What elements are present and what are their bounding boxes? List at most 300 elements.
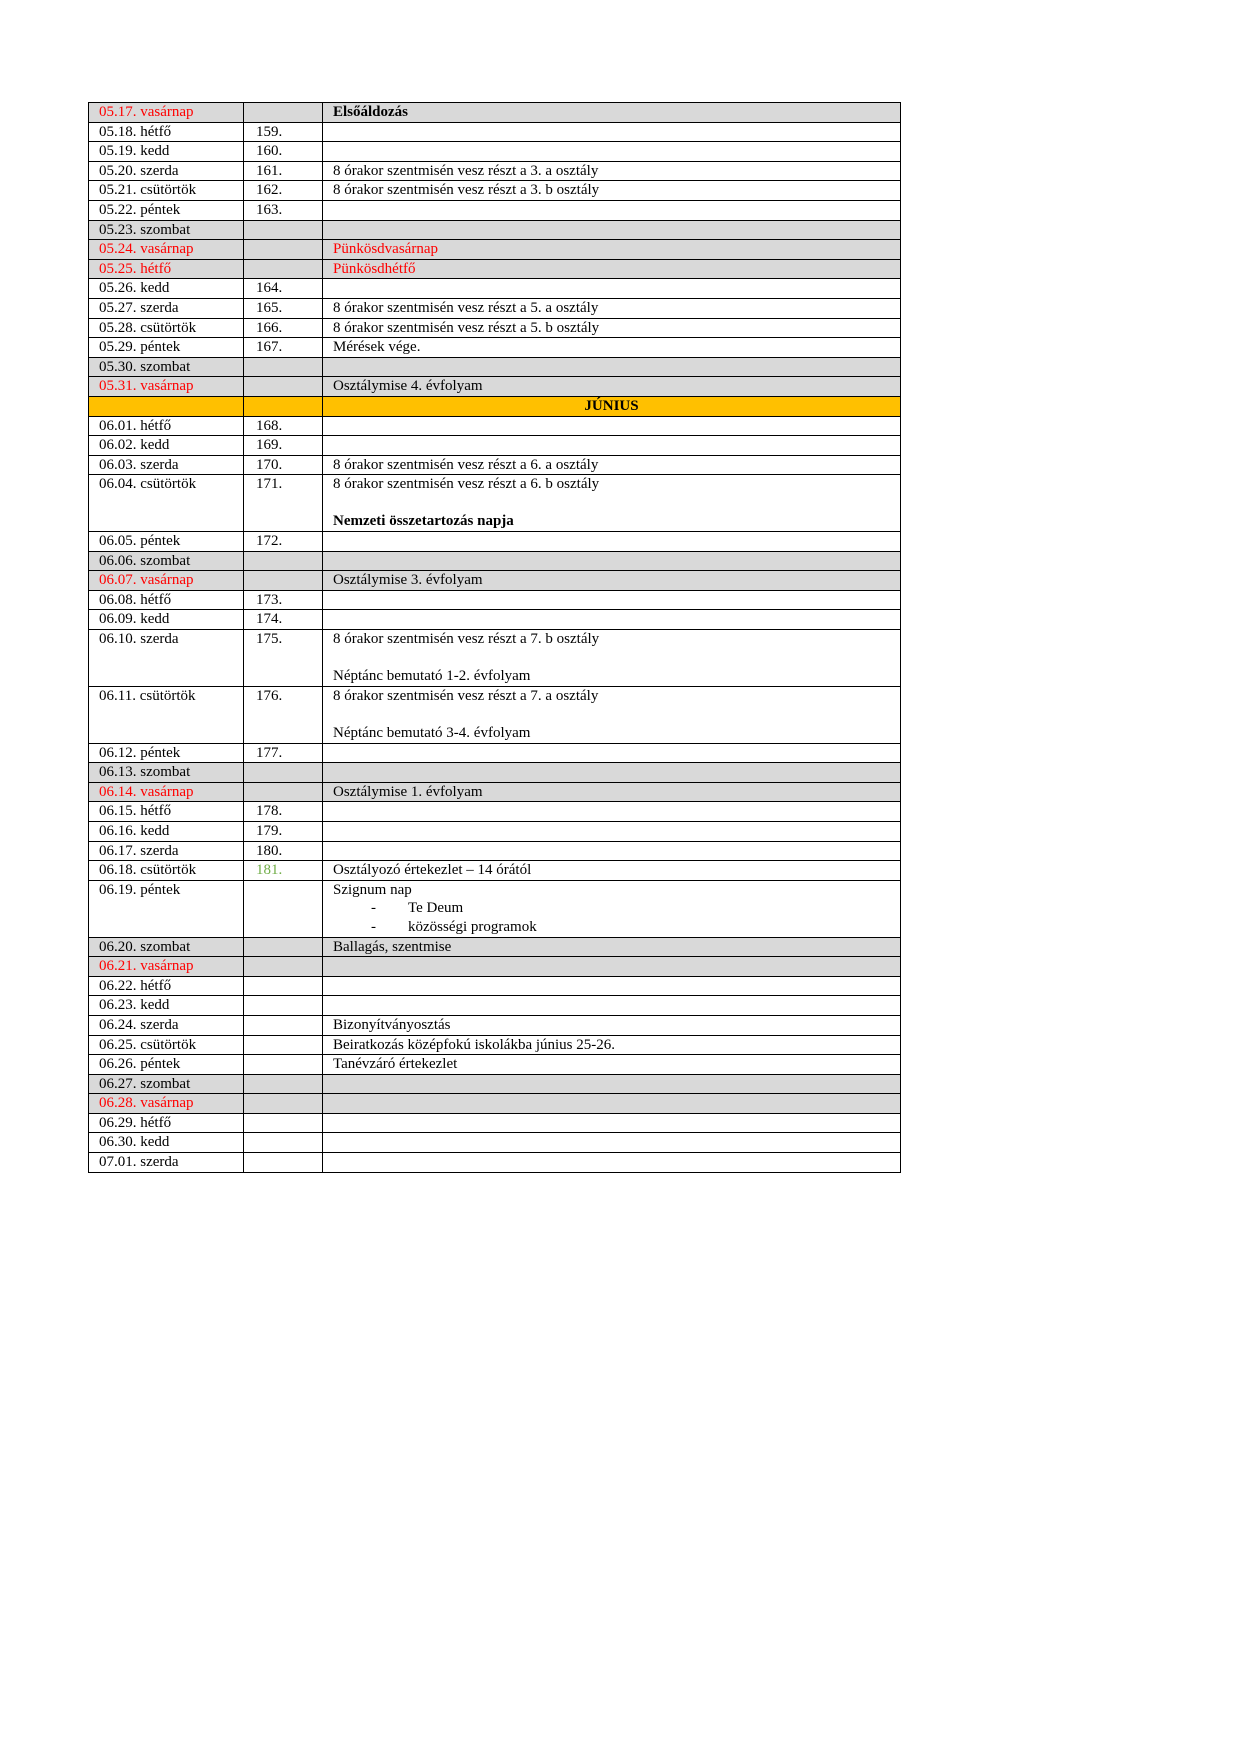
calendar-row — [89, 976, 901, 996]
date-value: 05.27. — [99, 299, 137, 316]
date-cell — [89, 1094, 244, 1114]
date-cell — [89, 220, 244, 240]
weekday-name: kedd — [140, 437, 170, 454]
event-line: 8 órakor szentmisén vesz részt a 3. a osztály — [333, 162, 599, 179]
date-value: 06.06. — [99, 552, 137, 569]
calendar-row — [89, 743, 901, 763]
calendar-row — [89, 1055, 901, 1075]
calendar-row — [89, 475, 901, 532]
calendar-row — [89, 763, 901, 783]
event-cell — [323, 610, 901, 630]
date-cell — [89, 338, 244, 358]
event-cell — [323, 782, 901, 802]
calendar-row — [89, 220, 901, 240]
school-day-number: 172. — [244, 532, 323, 552]
date-value: 06.28. — [99, 1095, 137, 1112]
event-cell — [323, 1113, 901, 1133]
event-line: 8 órakor szentmisén vesz részt a 5. b osztály — [333, 319, 600, 336]
date-value: 05.23. — [99, 221, 137, 238]
weekday-name: szerda — [140, 299, 179, 316]
event-line: Bizonyítványosztás — [333, 1016, 451, 1033]
school-day-number — [244, 880, 323, 937]
date-value: 05.17. — [99, 104, 137, 120]
school-day-number — [244, 976, 323, 996]
school-day-number: 169. — [244, 436, 323, 456]
weekday-name: hétfő — [140, 1114, 172, 1131]
calendar-row — [89, 1133, 901, 1153]
school-day-number: 180. — [244, 841, 323, 861]
weekday-name: szerda — [140, 1016, 179, 1033]
calendar-row — [89, 551, 901, 571]
event-cell — [323, 161, 901, 181]
event-cell — [323, 436, 901, 456]
weekday-name: kedd — [140, 997, 170, 1014]
date-value: 06.09. — [99, 611, 137, 628]
date-value: 05.25. — [99, 260, 137, 277]
date-cell — [89, 1133, 244, 1153]
calendar-row — [89, 122, 901, 142]
calendar-row — [89, 318, 901, 338]
event-cell — [323, 1074, 901, 1094]
date-cell — [89, 475, 244, 532]
bullet-text: közösségi programok — [408, 918, 537, 935]
calendar-row — [89, 937, 901, 957]
school-day-number — [244, 357, 323, 377]
weekday-name: szombat — [140, 552, 191, 569]
date-cell — [89, 396, 244, 416]
date-value: 06.16. — [99, 822, 137, 839]
weekday-name: szerda — [140, 842, 179, 859]
calendar-row — [89, 1153, 901, 1173]
event-line: Néptánc bemutató 3-4. évfolyam — [333, 725, 531, 741]
date-cell — [89, 200, 244, 220]
event-cell — [323, 338, 901, 358]
event-line: 8 órakor szentmisén vesz részt a 5. a osztály — [333, 299, 599, 316]
event-cell — [323, 1133, 901, 1153]
weekday-name: szombat — [140, 1075, 191, 1092]
date-value: 07.01. — [99, 1154, 137, 1171]
date-value: 06.24. — [99, 1016, 137, 1033]
date-cell — [89, 416, 244, 436]
date-value: 06.12. — [99, 744, 137, 761]
calendar-row — [89, 1015, 901, 1035]
school-day-number — [244, 259, 323, 279]
date-value: 06.19. — [99, 881, 137, 898]
date-value: 06.20. — [99, 938, 137, 955]
date-cell — [89, 279, 244, 299]
event-line: Beiratkozás középfokú iskolákba június 25-26. — [333, 1036, 616, 1053]
school-day-number — [244, 937, 323, 957]
weekday-name: csütörtök — [140, 182, 197, 199]
calendar-row — [89, 436, 901, 456]
school-day-number: 174. — [244, 610, 323, 630]
date-cell — [89, 103, 244, 123]
event-line: 8 órakor szentmisén vesz részt a 3. b osztály — [333, 182, 600, 199]
date-cell — [89, 161, 244, 181]
weekday-name: szombat — [140, 358, 191, 375]
event-spacer — [333, 705, 890, 724]
weekday-name: csütörtök — [140, 1036, 197, 1053]
weekday-name: szombat — [140, 221, 191, 238]
calendar-row — [89, 377, 901, 397]
event-line: Szignum nap — [333, 881, 412, 898]
date-value: 06.01. — [99, 417, 137, 434]
weekday-name: szerda — [140, 456, 179, 473]
calendar-row — [89, 782, 901, 802]
date-cell — [89, 590, 244, 610]
date-value: 05.20. — [99, 162, 137, 179]
calendar-row — [89, 880, 901, 937]
weekday-name: péntek — [140, 744, 181, 761]
weekday-name: vasárnap — [140, 378, 194, 395]
event-cell — [323, 475, 901, 532]
school-day-number: 173. — [244, 590, 323, 610]
school-day-number: 175. — [244, 630, 323, 687]
calendar-row — [89, 103, 901, 123]
calendar-row — [89, 259, 901, 279]
calendar-row — [89, 841, 901, 861]
weekday-name: szerda — [140, 162, 179, 179]
weekday-name: kedd — [140, 280, 170, 297]
school-day-number — [244, 763, 323, 783]
date-cell — [89, 743, 244, 763]
date-value: 06.08. — [99, 591, 137, 608]
date-cell — [89, 880, 244, 937]
event-cell — [323, 279, 901, 299]
weekday-name: vasárnap — [140, 241, 194, 258]
event-cell — [323, 259, 901, 279]
event-cell — [323, 1035, 901, 1055]
event-line: Osztálymise 3. évfolyam — [333, 572, 483, 589]
date-cell — [89, 821, 244, 841]
event-cell — [323, 240, 901, 260]
date-value: 05.29. — [99, 339, 137, 356]
event-cell — [323, 686, 901, 743]
date-value: 06.10. — [99, 631, 137, 648]
event-cell — [323, 318, 901, 338]
calendar-row — [89, 590, 901, 610]
date-cell — [89, 181, 244, 201]
date-cell — [89, 976, 244, 996]
school-day-number — [244, 377, 323, 397]
school-day-number — [244, 551, 323, 571]
date-cell — [89, 630, 244, 687]
event-line: 8 órakor szentmisén vesz részt a 6. b osztály — [333, 476, 600, 493]
event-cell — [323, 996, 901, 1016]
weekday-name: hétfő — [140, 591, 172, 608]
school-day-number — [244, 1055, 323, 1075]
date-cell — [89, 1113, 244, 1133]
date-value: 06.11. — [99, 687, 136, 704]
event-cell — [323, 841, 901, 861]
calendar-body — [89, 103, 901, 1173]
date-cell — [89, 240, 244, 260]
calendar-row — [89, 338, 901, 358]
event-line: Pünkösdvasárnap — [333, 241, 438, 258]
calendar-row — [89, 161, 901, 181]
date-value: 06.18. — [99, 862, 137, 879]
date-cell — [89, 1055, 244, 1075]
event-spacer — [333, 494, 890, 513]
date-cell — [89, 686, 244, 743]
calendar-row — [89, 416, 901, 436]
weekday-name: péntek — [140, 1056, 181, 1073]
weekday-name: hétfő — [140, 417, 172, 434]
date-value: 05.18. — [99, 123, 137, 140]
event-cell — [323, 957, 901, 977]
school-day-number — [244, 957, 323, 977]
calendar-row — [89, 240, 901, 260]
event-cell — [323, 122, 901, 142]
weekday-name: hétfő — [140, 977, 172, 994]
date-cell — [89, 957, 244, 977]
event-cell — [323, 821, 901, 841]
school-day-number — [244, 1035, 323, 1055]
event-cell — [323, 630, 901, 687]
date-cell — [89, 436, 244, 456]
event-cell — [323, 551, 901, 571]
event-cell — [323, 532, 901, 552]
school-day-number — [244, 1133, 323, 1153]
date-value: 06.14. — [99, 783, 137, 800]
event-bullet — [333, 918, 890, 937]
date-value: 06.13. — [99, 764, 137, 781]
event-line: Osztálymise 1. évfolyam — [333, 783, 483, 800]
event-line: Mérések vége. — [333, 339, 421, 356]
event-line: 8 órakor szentmisén vesz részt a 7. b osztály — [333, 631, 600, 648]
event-cell — [323, 1015, 901, 1035]
school-day-number — [244, 1094, 323, 1114]
date-value: 06.26. — [99, 1056, 137, 1073]
school-day-number — [244, 1153, 323, 1173]
date-cell — [89, 122, 244, 142]
event-line: Tanévzáró értekezlet — [333, 1056, 458, 1073]
date-cell — [89, 455, 244, 475]
bullet-text: Te Deum — [408, 900, 464, 917]
school-day-number: 164. — [244, 279, 323, 299]
date-cell — [89, 937, 244, 957]
event-line: Osztálymise 4. évfolyam — [333, 378, 483, 395]
school-calendar — [88, 102, 901, 1173]
date-value: 05.30. — [99, 358, 137, 375]
calendar-row — [89, 1094, 901, 1114]
school-day-number: 159. — [244, 122, 323, 142]
calendar-row — [89, 610, 901, 630]
school-day-number: 161. — [244, 161, 323, 181]
school-day-number — [244, 240, 323, 260]
date-cell — [89, 1015, 244, 1035]
weekday-name: szombat — [140, 764, 191, 781]
date-value: 06.23. — [99, 997, 137, 1014]
calendar-row — [89, 802, 901, 822]
date-cell — [89, 802, 244, 822]
school-day-number: 166. — [244, 318, 323, 338]
event-cell — [323, 200, 901, 220]
school-day-number: 163. — [244, 200, 323, 220]
school-day-number — [244, 782, 323, 802]
date-value: 06.25. — [99, 1036, 137, 1053]
bullet-dash: - — [371, 918, 376, 935]
event-cell — [323, 937, 901, 957]
event-line: 8 órakor szentmisén vesz részt a 6. a osztály — [333, 456, 599, 473]
calendar-row — [89, 630, 901, 687]
calendar-row — [89, 142, 901, 162]
date-cell — [89, 142, 244, 162]
event-cell — [323, 357, 901, 377]
date-cell — [89, 996, 244, 1016]
weekday-name: péntek — [140, 201, 181, 218]
date-value: 06.15. — [99, 803, 137, 820]
weekday-name: vasárnap — [140, 572, 194, 589]
date-cell — [89, 298, 244, 318]
weekday-name: csütörtök — [140, 319, 197, 336]
calendar-row — [89, 571, 901, 591]
calendar-row — [89, 686, 901, 743]
date-value: 06.21. — [99, 958, 137, 975]
date-value: 06.04. — [99, 476, 137, 493]
school-day-number — [244, 220, 323, 240]
weekday-name: vasárnap — [140, 1095, 194, 1112]
date-cell — [89, 259, 244, 279]
date-cell — [89, 551, 244, 571]
month-label: JÚNIUS — [323, 396, 901, 416]
event-cell — [323, 1094, 901, 1114]
event-cell — [323, 590, 901, 610]
date-value: 06.17. — [99, 842, 137, 859]
school-day-number: 170. — [244, 455, 323, 475]
date-value: 05.21. — [99, 182, 137, 199]
weekday-name: szerda — [140, 631, 179, 648]
event-line: Nemzeti összetartozás napja — [333, 513, 514, 530]
school-day-number — [244, 571, 323, 591]
weekday-name: vasárnap — [140, 104, 194, 120]
weekday-name: csütörtök — [139, 687, 196, 704]
event-cell — [323, 416, 901, 436]
date-value: 06.07. — [99, 572, 137, 589]
date-value: 05.28. — [99, 319, 137, 336]
school-day-number — [244, 1113, 323, 1133]
date-cell — [89, 841, 244, 861]
event-spacer — [333, 649, 890, 668]
date-value: 06.27. — [99, 1075, 137, 1092]
school-day-number: 167. — [244, 338, 323, 358]
event-line: Osztályozó értekezlet – 14 órától — [333, 862, 532, 879]
event-cell — [323, 743, 901, 763]
calendar-row — [89, 1035, 901, 1055]
date-cell — [89, 1153, 244, 1173]
calendar-row — [89, 861, 901, 881]
school-day-number: 178. — [244, 802, 323, 822]
event-cell — [323, 1055, 901, 1075]
weekday-name: hétfő — [140, 123, 172, 140]
school-day-number: 179. — [244, 821, 323, 841]
school-day-number — [244, 1015, 323, 1035]
event-cell — [323, 181, 901, 201]
date-value: 05.22. — [99, 201, 137, 218]
date-cell — [89, 318, 244, 338]
event-cell — [323, 802, 901, 822]
school-day-number: 171. — [244, 475, 323, 532]
date-value: 06.03. — [99, 456, 137, 473]
event-cell — [323, 103, 901, 123]
date-value: 05.19. — [99, 143, 137, 160]
calendar-row — [89, 200, 901, 220]
event-bullet — [333, 899, 890, 918]
date-cell — [89, 377, 244, 397]
date-cell — [89, 1035, 244, 1055]
date-cell — [89, 571, 244, 591]
date-cell — [89, 1074, 244, 1094]
weekday-name: péntek — [140, 881, 181, 898]
event-line: Elsőáldozás — [333, 104, 409, 120]
event-cell — [323, 861, 901, 881]
calendar-row — [89, 996, 901, 1016]
event-cell — [323, 763, 901, 783]
date-value: 06.05. — [99, 533, 137, 550]
date-value: 06.22. — [99, 977, 137, 994]
bullet-dash: - — [371, 900, 376, 917]
weekday-name: kedd — [140, 611, 170, 628]
weekday-name: vasárnap — [140, 958, 194, 975]
school-day-number — [244, 996, 323, 1016]
event-cell — [323, 1153, 901, 1173]
date-cell — [89, 610, 244, 630]
event-cell — [323, 571, 901, 591]
weekday-name: csütörtök — [140, 476, 197, 493]
number-cell — [244, 396, 323, 416]
date-value: 06.02. — [99, 437, 137, 454]
date-value: 06.29. — [99, 1114, 137, 1131]
calendar-row — [89, 957, 901, 977]
school-day-number: 160. — [244, 142, 323, 162]
calendar-row — [89, 357, 901, 377]
weekday-name: hétfő — [140, 803, 172, 820]
event-line: Pünkösdhétfő — [333, 260, 416, 277]
event-cell — [323, 455, 901, 475]
calendar-row — [89, 821, 901, 841]
weekday-name: kedd — [140, 143, 170, 160]
school-day-number: 181. — [244, 861, 323, 881]
weekday-name: hétfő — [140, 260, 172, 277]
date-cell — [89, 861, 244, 881]
school-day-number — [244, 1074, 323, 1094]
school-day-number — [244, 103, 323, 123]
weekday-name: kedd — [140, 1134, 170, 1151]
calendar-table — [88, 102, 901, 1173]
month-header-row — [89, 396, 901, 416]
school-day-number: 176. — [244, 686, 323, 743]
event-cell — [323, 142, 901, 162]
calendar-row — [89, 1074, 901, 1094]
event-cell — [323, 220, 901, 240]
weekday-name: csütörtök — [140, 862, 197, 879]
date-value: 05.26. — [99, 280, 137, 297]
event-cell — [323, 880, 901, 937]
date-value: 05.31. — [99, 378, 137, 395]
weekday-name: vasárnap — [140, 783, 194, 800]
school-day-number: 168. — [244, 416, 323, 436]
date-value: 06.30. — [99, 1134, 137, 1151]
calendar-row — [89, 279, 901, 299]
event-cell — [323, 976, 901, 996]
weekday-name: kedd — [140, 822, 170, 839]
event-cell — [323, 298, 901, 318]
school-day-number: 162. — [244, 181, 323, 201]
calendar-row — [89, 532, 901, 552]
date-cell — [89, 532, 244, 552]
date-cell — [89, 782, 244, 802]
date-cell — [89, 763, 244, 783]
